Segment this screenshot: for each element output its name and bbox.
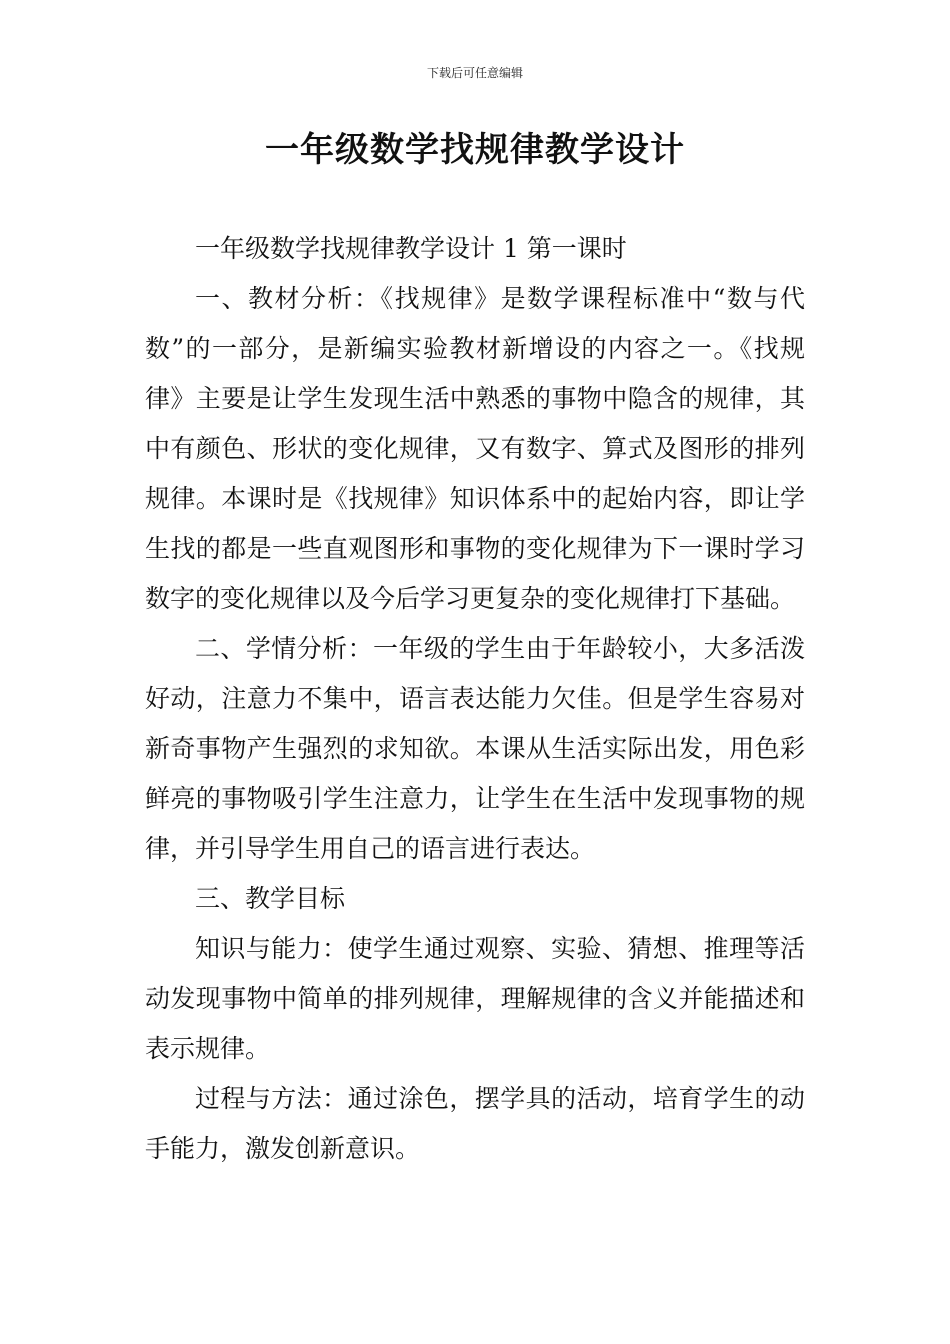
paragraph-material-analysis: 一、教材分析：《找规律》是数学课程标准中“数与代数”的一部分，是新编实验教材新增设的内容之一。《找规律》主要是让学生发现生活中熟悉的事物中隐含的规律，其中有颜色、形状的变化规律，又有数字、算式及图形的排列规律。本课时是《找规律》知识体系中的起始内容，即让学生找的都是一些直观图形和事物的变化规律为下一课时学习数字的变化规律以及今后学习更复杂的变化规律打下基础。 — [145, 284, 805, 613]
paragraph-student-analysis: 二、学情分析：一年级的学生由于年龄较小，大多活泼好动，注意力不集中，语言表达能力欠佳。但是学生容易对新奇事物产生强烈的求知欲。本课从生活实际出发，用色彩鲜亮的事物吸引学生注意力，让学生在生活中发现事物的规律，并引导学生用自己的语言进行表达。 — [145, 634, 805, 863]
paragraph-knowledge-ability: 知识与能力：使学生通过观察、实验、猜想、推理等活动发现事物中简单的排列规律，理解规律的含义并能描述和表示规律。 — [145, 934, 805, 1063]
paragraph-subtitle: 一年级数学找规律教学设计 1 第一课时 — [195, 234, 627, 263]
header-note: 下载后可任意编辑 — [426, 66, 523, 80]
document-body — [145, 224, 805, 1174]
paragraph-teaching-goals-heading: 三、教学目标 — [195, 884, 346, 913]
document-title: 一年级数学找规律教学设计 — [265, 130, 685, 170]
paragraph-process-method: 过程与方法：通过涂色，摆学具的活动，培育学生的动手能力，激发创新意识。 — [145, 1084, 805, 1163]
